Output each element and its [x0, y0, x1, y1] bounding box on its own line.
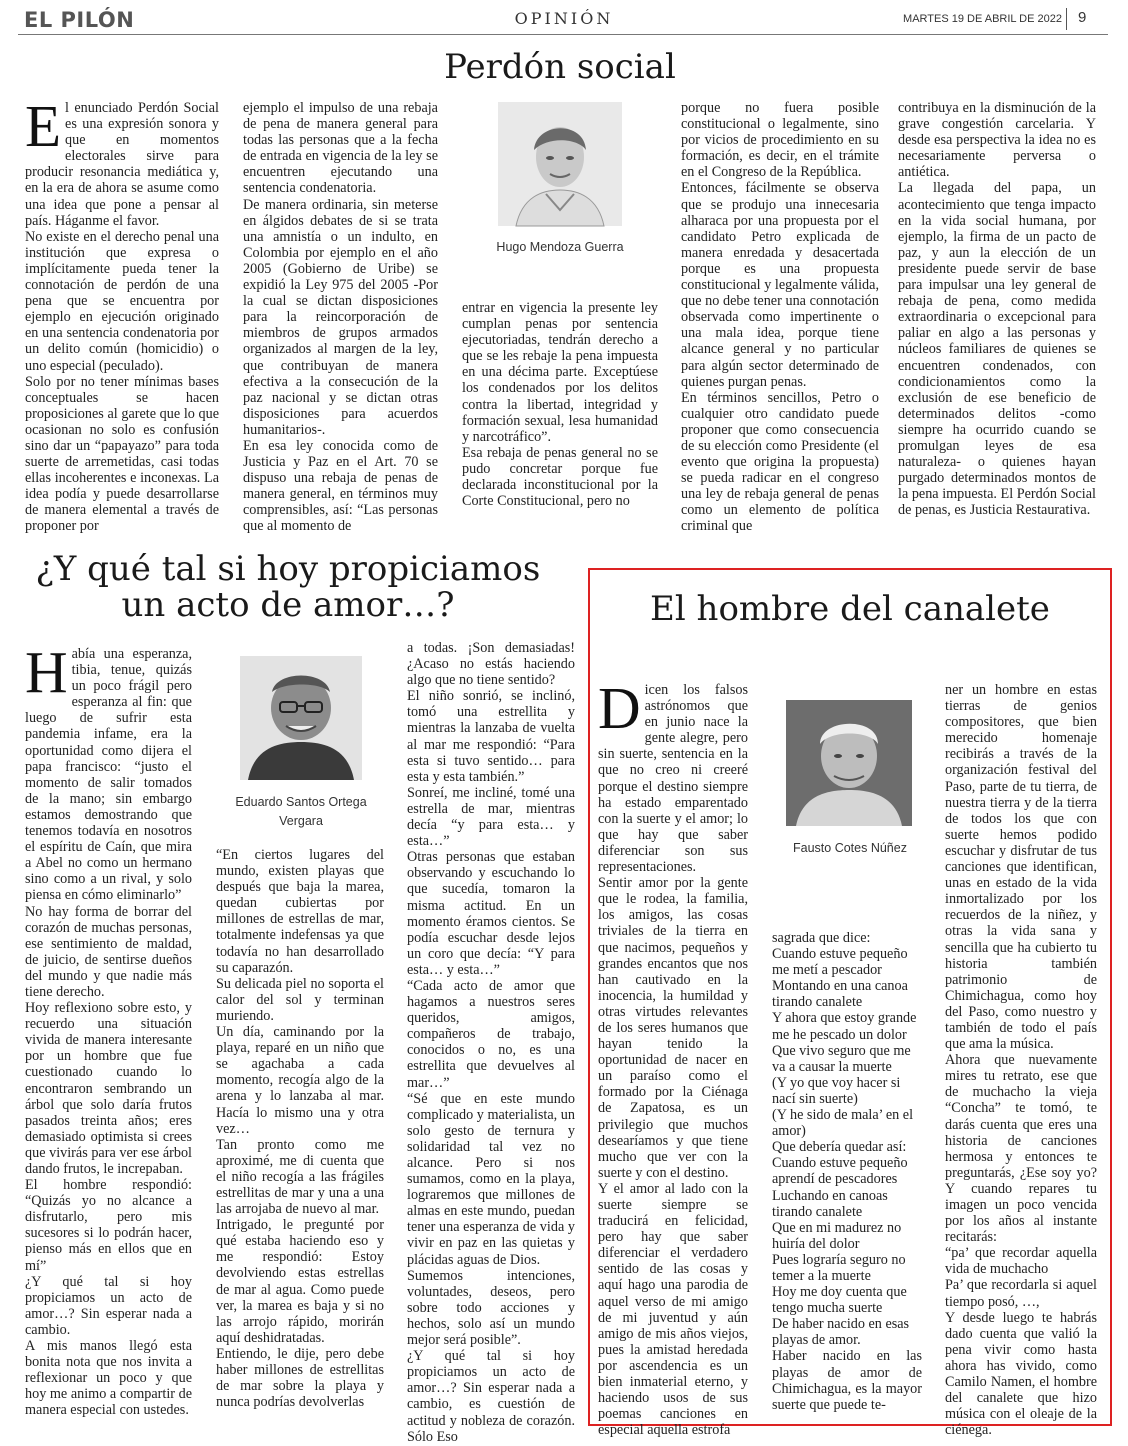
author-photo-hugo — [498, 102, 622, 226]
author-name: Fausto Cotes Núñez — [793, 841, 907, 855]
paragraph: ner un hombre en estas tierras de genios compositores, que bien merecido homenaje recibirás a través de la organización festival del Paso, parte de tu tierra, de nuestra tierra y de la tierra de todos los que con suerte hemos podido escuchar y disfrutar de tus canciones que identifican, unas en estado de la vida inmortalizado por los recuerdos de la niñez, y otras la vida sana y sencilla que ha cubierto tu historia también patrimonio de Chimichagua, como hoy del Paso, como nuestro y también de todo el país que ama la música. — [945, 682, 1097, 1053]
paragraph: Entonces, fácilmente se observa que se produjo una innecesaria alharaca por una propuesta por el candidato Petro explicada de manera enredada y desacertada porque es una propuesta constitucional y legalmente válida, que no debe tener una connotación observada como impertinente o una mala idea, porque tiene alcance general y no particular para algún sector determinado de quienes purgan penas. — [681, 180, 879, 390]
paragraph: Y desde luego te habrás dado cuenta que valió la pena vivir como hasta ahora has vivido, como Camilo Namen, el hombre del canalete que hizo música con el oleaje de la ciénega. — [945, 1309, 1097, 1439]
paragraph: l enunciado Perdón Social es una expresión sonora y que en momentos electorales sirve para producir resonancia mediática y, en la era de ahora se asume como una idea que pone a pensar al país. Háganme el favor. — [25, 100, 219, 229]
paragraph: Ahora que nuevamente mires tu retrato, ese que de muchacho la vieja “Concha” te tomó, te darás cuenta que eres una historia de canciones hermosa y entonces te preguntarás, ¿Ese soy yo? Y cuando repares tu imagen un poco vencida por los años al instante recitarás: — [945, 1052, 1097, 1246]
article1-column-3 — [462, 300, 658, 522]
article1-title: Perdón social — [444, 47, 676, 87]
verse-line: De haber nacido en esas playas de amor. — [772, 1316, 910, 1349]
paragraph: Tan pronto como me aproximé, me di cuenta que el niño recogía a las frágiles estrellitas de mar y una a una las arrojaba de nuevo al mar. — [216, 1136, 384, 1218]
verse-line: Hoy me doy cuenta que tengo mucha suerte — [772, 1284, 907, 1317]
portrait-image — [240, 656, 362, 780]
article3-column-1 — [598, 675, 748, 1439]
paragraph: El hombre respondió: “Quizás yo no alcance a disfrutarlo, pero mis sucesores si lo podrán hacer, pienso más en ellos que en mí” — [25, 1177, 192, 1274]
paragraph: ¿Y qué tal si hoy propiciamos un acto de amor…? Sin esperar nada a cambio, es cuestión de actitud y nobleza de corazón. Sólo Eso — [407, 1348, 575, 1445]
verse-line: Cuando estuve pequeño me metí a pescador — [772, 946, 908, 979]
page-header — [0, 0, 1128, 36]
paragraph: Haber nacido en las playas de amor de Chimichagua, es la mayor suerte que puede te- — [772, 1348, 922, 1413]
paragraph: a todas. ¡Son demasiadas! ¿Acaso no estás haciendo algo que no tiene sentido? — [407, 640, 575, 689]
portrait-image — [786, 700, 912, 826]
article2-column-2 — [216, 847, 384, 1415]
article1-column-2 — [243, 100, 438, 535]
verse-line: Montando en una canoa tirando canalete — [772, 978, 908, 1011]
paragraph: Entiendo, le dije, pero debe haber millones de estrellitas de mar sobre la playa y nunca podrías devolverlas — [216, 1345, 384, 1411]
verse-line: “pa’ que recordar aquella vida de muchacho — [945, 1245, 1097, 1278]
article1-column-4 — [681, 100, 879, 535]
paragraph: Sonreí, me incliné, tomé una estrella de mar, mientras decía “y para esta… y esta…” — [407, 784, 575, 850]
paragraph: Un día, caminando por la playa, reparé en un niño que se agachaba a cada momento, recogía algo de la arena y lo lanzaba al mar. Hacía lo mismo una y otra vez… — [216, 1024, 384, 1137]
paragraph: En términos sencillos, Petro o cualquier otro candidato puede proponer que como consecuencia de su elección como Presidente (el evento que origina la propuesta) se pueda radicar en el congreso una ley de rebaja general de penas como un elemento de política criminal que — [681, 389, 879, 535]
verse-line: Que en mi madurez no huiría del dolor — [772, 1219, 902, 1252]
drop-cap: E — [25, 93, 62, 159]
verse-line: Luchando en canoas tirando canalete — [772, 1187, 888, 1220]
paragraph: Que debería quedar así: — [772, 1139, 907, 1156]
paragraph: Solo por no tener mínimas bases conceptuales se hacen proposiciones al garete que lo que ocasionan no solo es confusión sino dar un “papayazo” para toda suerte de arremetidas, casi todas ellas incoherentes e inconexas. La idea podía y puede desarrollarse de manera elemental a través de proponer por — [25, 373, 219, 535]
paragraph: No hay forma de borrar del corazón de muchas personas, ese sentimiento de maldad, de juicio, de sentirse dueños del mundo y que nadie más tiene derecho. — [25, 903, 192, 1000]
paragraph: Hoy reflexiono sobre esto, y recuerdo una situación vivida de manera interesante por un hombre que fue cuestionado cuando lo encontraron sembrando un árbol que solo daría frutos pasados treinta años; eres demasiado optimista si crees que vivirás para ver ese árbol dando frutos, le increpaban. — [25, 1000, 192, 1177]
drop-cap: H — [25, 639, 68, 705]
paragraph: porque no fuera posible constitucional o legalmente, sino por vicios de procedimiento en su formación, es decir, en el trámite en el Congreso de la República. — [681, 100, 879, 181]
paragraph: “Sé que en este mundo complicado y materialista, un solo gesto de ternura y solidaridad tal vez no alcance. Pero si nos sumamos, como en la playa, lograremos que millones de almas en este mundo, puedan tener una esperanza de vida y vivir en paz en las quietas y plácidas aguas de Dios. — [407, 1090, 575, 1268]
publication-date: MARTES 19 DE ABRIL DE 2022 — [903, 13, 1062, 25]
article3-column-2 — [772, 930, 922, 1414]
article2-column-1 — [25, 639, 192, 1419]
paragraph: No existe en el derecho penal una institución que expresa o implícitamente pueda tener la connotación de perdón de una pena que se encuentra por ejemplo en ejecución originado en una sentencia condenatoria por un delito común (homicidio) o uno especial (peculado). — [25, 228, 219, 374]
author-name-line-1: Eduardo Santos Ortega — [235, 795, 367, 809]
paragraph: Y el amor al lado con la suerte siempre se traducirá en felicidad, pero hay que saber diferenciar el verdadero sentido de las cosas y aquí hago una parodia de aquel verso de mi amigo de mi juventud y aún amigo de mis años viejos, pues la amistad heredada por ascendencia es un bien inmaterial eterno, y haciendo usos de sus poemas canciones en especial aquella estrofa — [598, 1180, 748, 1439]
paragraph: Intrigado, le pregunté por qué estaba haciendo eso y me respondió: Estoy devolviendo estas estrellas de mar al agua. Como puede ver, la marea es baja y si no las arrojo rápido, morirán aquí deshidratadas. — [216, 1217, 384, 1346]
paragraph: Otras personas que estaban observando y escuchando lo que sucedía, tomaron la misma actitud. En un momento éramos cientos. Se podía escuchar desde lejos un coro que decía: “Y para esta… y esta…” — [407, 849, 575, 978]
paragraph: “En ciertos lugares del mundo, existen playas que después que baja la marea, quedan cubiertas por millones de estrellas de mar, totalmente indefensas ya que todavía no han desarrollado su caparazón. — [216, 847, 384, 976]
paragraph: En esa ley conocida como de Justicia y Paz en el Art. 70 se dispuso una rebaja de penas de manera general, en términos muy comprensibles, así: “Las personas que al momento de — [243, 437, 438, 535]
paragraph: entrar en vigencia la presente ley cumplan penas por sentencia ejecutoriadas, tendrán derecho a que se les rebaje la pena impuesta en una décima parte. Exceptúese los condenados por los delitos contra la libertad, integridad y formación sexual, lesa humanidad y narcotráfico”. — [462, 300, 658, 445]
drop-cap: D — [598, 675, 641, 741]
newspaper-logo: EL PILÓN — [24, 8, 135, 32]
paragraph: ¿Y qué tal si hoy propiciamos un acto de amor…? Sin esperar nada a cambio. — [25, 1273, 192, 1338]
paragraph: Sentir amor por la gente que le rodea, la familia, los amigos, las cosas triviales de la tierra en que nacimos, pequeños y grandes encantos que nos han cautivado en la inocencia, la humildad y otras virtudes relevantes de los seres humanos que hayan tenido la oportunidad de nacer en un paraíso como el formado por la Ciénaga de Zapatosa, es un privilegio que muchos desearíamos y que tiene mucho que ver con la suerte y con el destino. — [598, 875, 748, 1181]
article3-column-3 — [945, 682, 1097, 1439]
paragraph: “Cada acto de amor que hagamos a nuestros seres queridos, amigos, compañeros de trabajo, conocidos o no, es una estrellita que devuelves al mar…” — [407, 977, 575, 1091]
paragraph: El niño sonrió, se inclinó, tomó una estrellita y mientras la lanzaba de vuelta al mar me respondió: “Para esta si tuvo sentido… para esta y esta también.” — [407, 688, 575, 785]
article3-title: El hombre del canalete — [650, 589, 1050, 629]
header-rule — [18, 34, 1108, 35]
author-name-line-2: Vergara — [279, 814, 323, 828]
author-name — [212, 793, 390, 831]
paragraph: icen los falsos astrónomos que en junio nace la gente alegre, pero sin suerte, sentencia en la que no creo ni creeré porque el destino siempre ha estado emparentado con la suerte y el amor; lo que hay que saber diferenciar son sus representaciones. — [598, 682, 748, 876]
verse-line: (Y yo que voy hacer si nací sin suerte) — [772, 1074, 901, 1107]
page-number: 9 — [1078, 9, 1087, 26]
verse-line: Cuando estuve pequeño aprendí de pescadores — [772, 1155, 908, 1188]
paragraph: Su delicada piel no soporta el calor del sol y terminan muriendo. — [216, 975, 384, 1024]
article2-title-line-2: un acto de amor…? — [121, 584, 455, 625]
paragraph: contribuya en la disminución de la grave congestión carcelaria. Y desde esa perspectiva la idea no es necesariamente perversa o antiética. — [898, 100, 1096, 181]
article2-column-3 — [407, 640, 575, 1445]
portrait-image — [498, 102, 622, 226]
article2-title-line-1: ¿Y qué tal si hoy propiciamos — [35, 549, 541, 589]
paragraph: abía una esperanza, tibia, tenue, quizás un poco frágil pero esperanza al fin: que luego de sufrir esta pandemia infame, era la oportunidad como dijera el papa francisco: “justo el momento de salir tomados de la mano; sin embargo estamos demostrando que tenemos todavía en nosotros el espíritu de Caín, que mira a Abel no como un hermano sino como a un rival, y solo piensa en cómo eliminarlo” — [25, 646, 192, 904]
paragraph: De manera ordinaria, sin meterse en álgidos debates de si se trata una amnistía o un indulto, en Colombia por ejemplo en el año 2005 (Gobierno de Uribe) se expidió la Ley 975 del 2005 -Por la cual se dictan disposiciones para la reincorporación de miembros de grupos armados organizados al margen de la ley, que contribuyan de manera efectiva a la consecución de la paz nacional y se dictan otras disposiciones para acuerdos humanitarios-. — [243, 196, 438, 438]
article2-title — [18, 549, 558, 625]
paragraph: Sumemos intenciones, voluntades, deseos, pero sobre todo acciones y hechos, solo así un mundo mejor será posible”. — [407, 1267, 575, 1349]
verse-line: Pa’ que recordarla si aquel tiempo posó, …, — [945, 1277, 1097, 1310]
verse-line: Y ahora que estoy grande me he pescado un dolor — [772, 1010, 917, 1043]
header-divider — [1066, 8, 1067, 30]
verse-line: Pues lograría seguro no temer a la muerte — [772, 1251, 906, 1284]
paragraph: Esa rebaja de penas general no se pudo concretar porque fue declarada inconstitucional por la Corte Constitucional, pero no — [462, 444, 658, 510]
author-name: Hugo Mendoza Guerra — [496, 240, 624, 254]
paragraph: ejemplo el impulso de una rebaja de pena de manera general para todas las personas que a la fecha de entrada en vigencia de la ley se encuentren ejecutando una sentencia condenatoria. — [243, 100, 438, 197]
author-photo-fausto — [786, 700, 912, 826]
verse-line: (Y he sido de mala’ en el amor) — [772, 1107, 914, 1140]
author-photo-eduardo — [240, 656, 362, 780]
article1-column-1 — [25, 93, 219, 535]
paragraph: sagrada que dice: — [772, 930, 871, 946]
article1-column-5 — [898, 100, 1096, 522]
section-title: OPINIÓN — [514, 9, 614, 28]
paragraph: La llegada del papa, un acontecimiento que tenga impacto en la vida social humana, por ejemplo, la firma de un pacto de paz, y aun la elección de un presidente puede servir de base para impulsar una ley general de rebaja de pena, como medida extraordinaria o excepcional para paliar en algo a las personas y núcleos familiares de quienes se encuentren condenados, con condicionamientos como la exclusión de ese beneficio de determinados delitos -como siempre ha ocurrido cuando se promulgan leyes de esa naturaleza- o quienes hayan purgado determinados montos de la pena impuesta. El Perdón Social de penas, es Justicia Restaurativa. — [898, 180, 1096, 519]
verse-line: Que vivo seguro que me va a causar la muerte — [772, 1042, 911, 1075]
paragraph: A mis manos llegó esta bonita nota que nos invita a reflexionar un poco y que hoy me animo a compartir de manera especial con ustedes. — [25, 1338, 192, 1419]
